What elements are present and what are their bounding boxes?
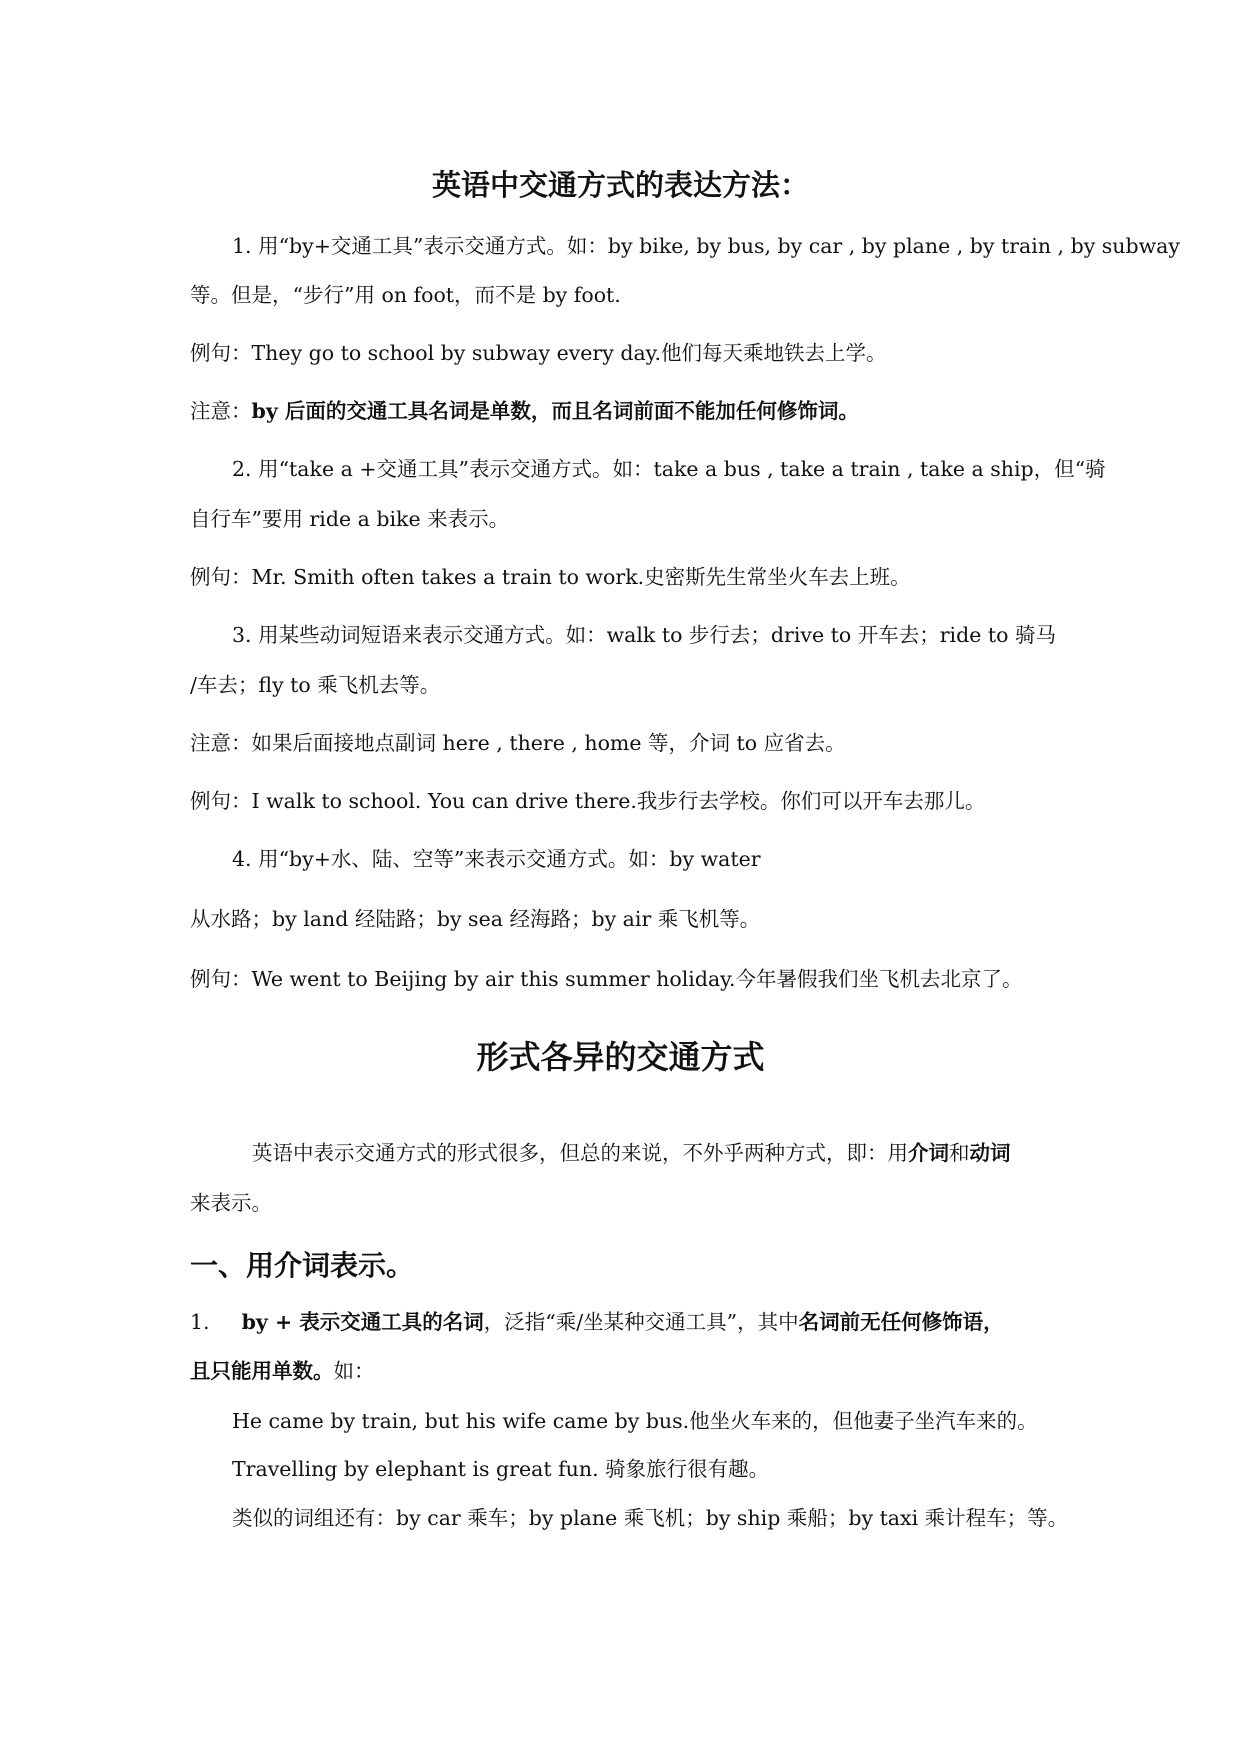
intro-bold-prep: 介词 xyxy=(908,1141,949,1165)
rule-1-line-2 xyxy=(190,1357,375,1385)
rule-1-bold-3: 且只能用单数。 xyxy=(190,1359,334,1383)
note-3: 注意：如果后面接地点副词 here , there , home 等，介词 to 应省去。 xyxy=(190,731,846,755)
rule-1-bold-2: 名词前无任何修饰语， xyxy=(798,1310,1004,1334)
note-1-bold: by 后面的交通工具名词是单数，而且名词前面不能加任何修饰词。 xyxy=(251,399,859,423)
section-2-title: 形式各异的交通方式 xyxy=(476,1038,765,1076)
rule-1-tail: 如： xyxy=(333,1359,375,1383)
note-1-prefix: 注意： xyxy=(190,399,252,423)
example-sentence-3: 类似的词组还有：by car 乘车；by plane 乘飞机；by ship 乘船；by taxi 乘计程车；等。 xyxy=(232,1506,1069,1530)
intro-line-1 xyxy=(252,1139,1011,1167)
heading-prepositions: 一、用介词表示。 xyxy=(190,1249,415,1282)
page-title: 英语中交通方式的表达方法： xyxy=(431,168,809,202)
example-1: 例句：They go to school by subway every day.他们每天乘地铁去上学。 xyxy=(190,341,887,365)
item-3-line-1: 3. 用某些动词短语来表示交通方式。如：walk to 步行去；drive to 开车去；ride to 骑马 xyxy=(232,623,1056,647)
example-2: 例句：Mr. Smith often takes a train to work.史密斯先生常坐火车去上班。 xyxy=(190,565,911,589)
example-4: 例句：We went to Beijing by air this summer holiday.今年暑假我们坐飞机去北京了。 xyxy=(190,967,1023,991)
item-3-line-2: /车去；fly to 乘飞机去等。 xyxy=(190,673,441,697)
example-sentence-1: He came by train, but his wife came by bus.他坐火车来的，但他妻子坐汽车来的。 xyxy=(232,1409,1038,1433)
example-3: 例句：I walk to school. You can drive there.我步行去学校。你们可以开车去那儿。 xyxy=(190,789,986,813)
item-2-line-1: 2. 用“take a +交通工具”表示交通方式。如：take a bus , take a train , take a ship，但“骑 xyxy=(232,457,1106,481)
intro-part-1: 英语中表示交通方式的形式很多，但总的来说，不外乎两种方式，即：用 xyxy=(252,1141,908,1165)
item-1-line-2: 等。但是，“步行”用 on foot，而不是 by foot. xyxy=(190,283,621,307)
item-2-line-2: 自行车”要用 ride a bike 来表示。 xyxy=(190,507,510,531)
intro-line-2: 来表示。 xyxy=(190,1191,272,1215)
item-4-line-1: 4. 用“by+水、陆、空等”来表示交通方式。如：by water xyxy=(232,847,761,871)
intro-part-2: 和 xyxy=(949,1141,970,1165)
rule-1-mid: ，泛指“乘/坐某种交通工具”，其中 xyxy=(483,1310,799,1334)
rule-1-bold-1: by + 表示交通工具的名词 xyxy=(241,1310,484,1334)
rule-1-number: 1. xyxy=(190,1310,210,1334)
item-1-line-1: 1. 用“by+交通工具”表示交通方式。如：by bike, by bus, by car , by plane , by train , by subway xyxy=(232,234,1180,258)
example-sentence-2: Travelling by elephant is great fun. 骑象旅行很有趣。 xyxy=(232,1457,770,1481)
rule-1-line-1 xyxy=(190,1308,1004,1336)
intro-bold-verb: 动词 xyxy=(969,1141,1011,1165)
note-1 xyxy=(190,397,859,425)
item-4-line-2: 从水路；by land 经陆路；by sea 经海路；by air 乘飞机等。 xyxy=(190,907,761,931)
